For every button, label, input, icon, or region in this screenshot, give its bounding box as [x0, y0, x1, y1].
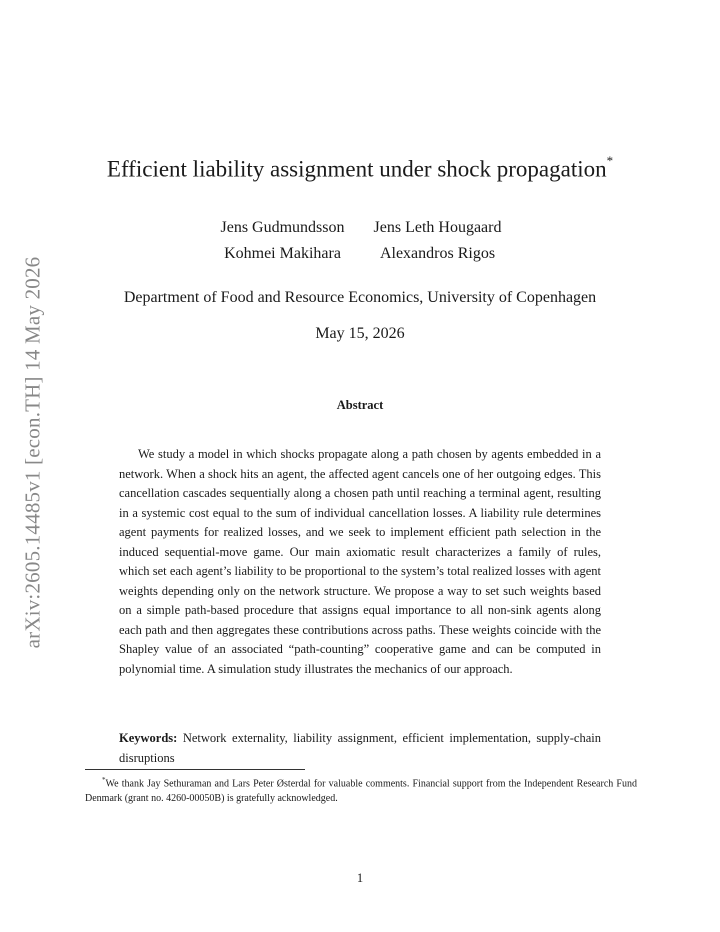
author-row — [0, 219, 720, 245]
title-footnote-marker[interactable]: * — [606, 153, 614, 168]
affiliation: Department of Food and Resource Economics, University of Copenhagen — [123, 289, 597, 306]
author-name: Jens Leth Hougaard — [373, 219, 502, 236]
abstract-body: We study a model in which shocks propagate along a path chosen by agents embedded in a network. When a shock hits an agent, the affected agent cancels one of her outgoing edges. This cancellation cascades sequentially along a chosen path until reaching a terminal agent, resulting in a systemic cost equal to the sum of individual cancellation losses. A liability rule determines agent payments for realized losses, and we seek to implement efficient path selection in the induced sequential-move game. Our main axiomatic result characterizes a family of rules, which set each agent’s liability to be proportional to the system’s total realized losses with agent weights depending only on the network structure. We propose a way to set such weights based on a simple path-based procedure that assigns equal importance to all non-sink agents along each path and then aggregates these contributions across paths. These weights coincide with the Shapley value of an associated “path-counting” cooperative game and can be computed in polynomial time. A simulation study illustrates the mechanics of our approach. — [119, 447, 601, 676]
footnote-divider — [85, 769, 305, 770]
author-list — [0, 219, 720, 271]
author-name: Jens Gudmundsson — [220, 219, 345, 236]
keywords-label: Keywords: — [119, 731, 178, 745]
author-name: Alexandros Rigos — [379, 245, 496, 262]
author-name: Kohmei Makihara — [224, 245, 341, 262]
keywords — [119, 729, 601, 768]
footnote-marker: * — [102, 776, 106, 784]
abstract-heading: Abstract — [336, 398, 384, 412]
keywords-text: Network externality, liability assignment, efficient implementation, supply-chain disruptions — [119, 731, 601, 765]
author-row — [0, 245, 720, 271]
paper-title — [0, 153, 720, 183]
page-number: 1 — [356, 871, 364, 885]
footnote-text: We thank Jay Sethuraman and Lars Peter Østerdal for valuable comments. Financial support from the Independent Research Fund Denmark (grant no. 4260-00050B) is gratefully acknowledged. — [85, 778, 637, 804]
publication-date: May 15, 2026 — [315, 325, 405, 342]
paper-title-text: Efficient liability assignment under shock propagation — [106, 156, 607, 182]
footnote — [85, 773, 637, 806]
arxiv-id[interactable]: arXiv:2605.14485v1 [econ.TH] 14 May 2026 — [20, 256, 45, 648]
